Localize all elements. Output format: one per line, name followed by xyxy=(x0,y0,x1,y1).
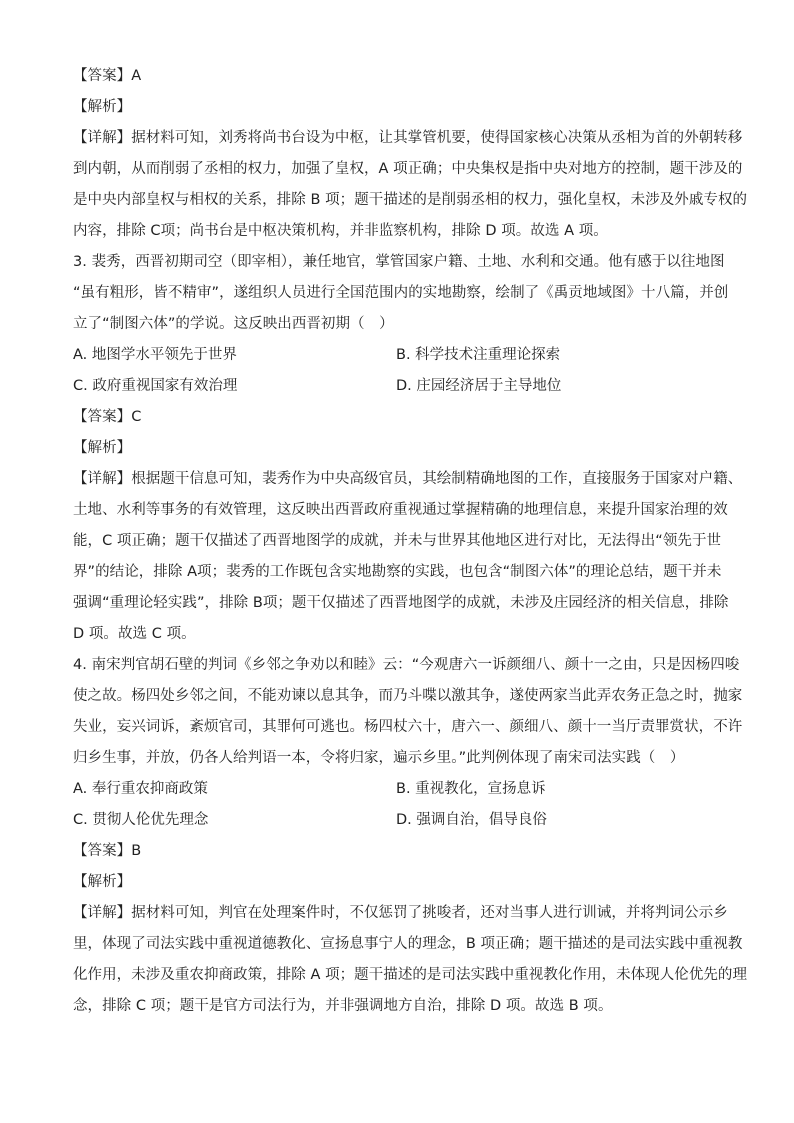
q4-option-b: B. 重视教化，宣扬息诉 xyxy=(396,781,546,797)
q2-detail-line: 内容，排除 C项；尚书台是中枢决策机构，并非监察机构，排除 D 项。故选 A 项。 xyxy=(73,223,608,239)
q2-answer: 【答案】A xyxy=(73,68,142,84)
document-page xyxy=(73,61,748,1022)
q3-stem-line: 3. 裴秀，西晋初期司空（即宰相），兼任地官，掌管国家户籍、土地、水利和交通。他有感于以往地图 xyxy=(73,254,725,270)
q4-analysis-label: 【解析】 xyxy=(73,874,132,890)
q3-detail-line: 能，C 项正确；题干仅描述了西晋地图学的成就，并未与世界其他地区进行对比，无法得出“领先于世 xyxy=(73,533,722,549)
q2-detail-line: 是中央内部皇权与相权的关系，排除 B 项；题干描述的是削弱丞相的权力，强化皇权，未涉及外戚专权的 xyxy=(73,192,748,208)
q4-option-c: C. 贯彻人伦优先理念 xyxy=(73,812,209,828)
q4-stem-line: 使之故。杨四处乡邻之间，不能劝谏以息其争，而乃斗喋以激其争，遂使两家当此弄农务正急之时，抛家 xyxy=(73,688,743,704)
q4-detail-line: 念，排除 C 项；题干是官方司法行为，并非强调地方自治，排除 D 项。故选 B 项。 xyxy=(73,998,613,1014)
q4-detail-line: 化作用，未涉及重农抑商政策，排除 A 项；题干描述的是司法实践中重视教化作用，未体现人伦优先的理 xyxy=(73,967,748,983)
q3-detail-line: D 项。故选 C 项。 xyxy=(73,626,196,642)
q4-detail-line: 【详解】据材料可知，判官在处理案件时，不仅惩罚了挑唆者，还对当事人进行训诫，并将判词公示乡 xyxy=(73,905,728,921)
q4-option-a: A. 奉行重农抑商政策 xyxy=(73,781,208,797)
q3-detail-line: 【详解】根据题干信息可知，裴秀作为中央高级官员，其绘制精确地图的工作，直接服务于国家对户籍、 xyxy=(73,471,743,487)
q2-analysis-label: 【解析】 xyxy=(73,99,132,115)
q3-stem-line: 立了“制图六体”的学说。这反映出西晋初期（ ） xyxy=(73,316,394,332)
q3-analysis-label: 【解析】 xyxy=(73,440,132,456)
q3-answer: 【答案】C xyxy=(73,409,142,425)
q3-detail-line: 土地、水利等事务的有效管理，这反映出西晋政府重视通过掌握精确的地理信息，来提升国家治理的效 xyxy=(73,502,728,518)
q3-options-row xyxy=(73,340,721,371)
q2-detail-line: 到内朝，从而削弱了丞相的权力，加强了皇权，A 项正确；中央集权是指中央对地方的控制，题干涉及的 xyxy=(73,161,743,177)
q4-options-row xyxy=(73,805,721,836)
q3-option-b: B. 科学技术注重理论探索 xyxy=(396,347,561,363)
q4-detail-line: 里，体现了司法实践中重视道德教化、宣扬息事宁人的理念，B 项正确；题干描述的是司法实践中重视教 xyxy=(73,936,743,952)
q4-stem-line: 失业，妄兴词诉，紊烦官司，其罪何可逃也。杨四杖六十，唐六一、颜细八、颜十一当厅责罪赏状，不许 xyxy=(73,719,743,735)
q4-stem-line: 归乡生事，并放，仍各人给判语一本，令将归家，遍示乡里。”此判例体现了南宋司法实践（ ） xyxy=(73,750,685,766)
q4-options-row xyxy=(73,774,721,805)
q3-detail-line: 强调“重理论轻实践”，排除 B项；题干仅描述了西晋地图学的成就，未涉及庄园经济的相关信息，排除 xyxy=(73,595,729,611)
q3-option-c: C. 政府重视国家有效治理 xyxy=(73,378,238,394)
q3-detail-line: 界”的结论，排除 A项；裴秀的工作既包含实地勘察的实践，也包含“制图六体”的理论总结，题干并未 xyxy=(73,564,722,580)
q2-detail-line: 【详解】据材料可知，刘秀将尚书台设为中枢，让其掌管机要，使得国家核心决策从丞相为首的外朝转移 xyxy=(73,130,743,146)
q4-stem-line: 4. 南宋判官胡石壁的判词《乡邻之争劝以和睦》云：“今观唐六一诉颜细八、颜十一之由，只是因杨四唆 xyxy=(73,657,740,673)
q4-option-d: D. 强调自治，倡导良俗 xyxy=(396,812,547,828)
q3-option-a: A. 地图学水平领先于世界 xyxy=(73,347,237,363)
q3-options-row xyxy=(73,371,721,402)
q4-answer: 【答案】B xyxy=(73,843,142,859)
q3-option-d: D. 庄园经济居于主导地位 xyxy=(396,378,562,394)
q3-stem-line: “虽有粗形，皆不精审”，遂组织人员进行全国范围内的实地勘察，绘制了《禹贡地域图》十八篇，并创 xyxy=(73,285,729,301)
